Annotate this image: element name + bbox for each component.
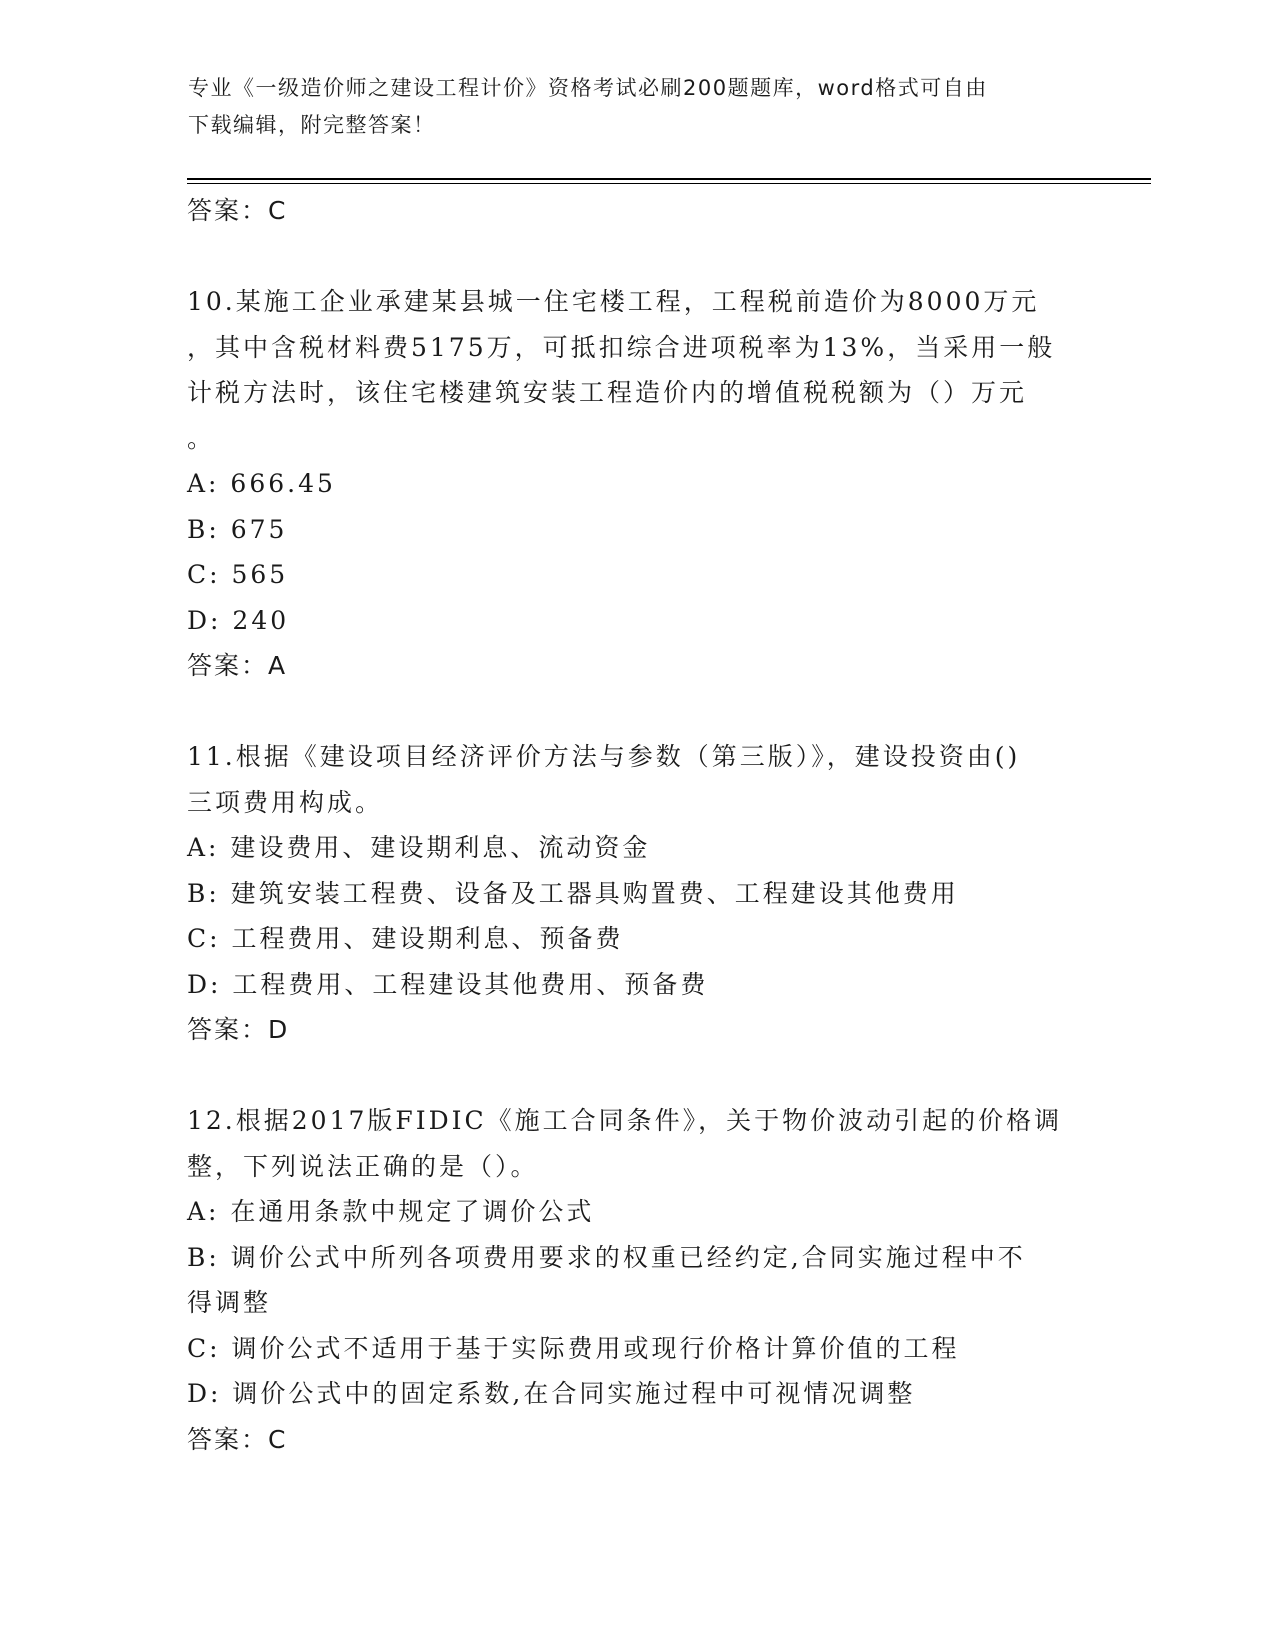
answer: 答案：A	[187, 651, 288, 680]
question-stem-line: 计税方法时，该住宅楼建筑安装工程造价内的增值税税额为（）万元	[187, 378, 1028, 407]
option-d: D: 工程费用、工程建设其他费用、预备费	[187, 969, 709, 999]
option-b: B: 建筑安装工程费、设备及工器具购置费、工程建设其他费用	[187, 878, 959, 908]
header-rule-thick	[187, 178, 1151, 180]
document-body	[187, 188, 1087, 1463]
option-b: B: 调价公式中所列各项费用要求的权重已经约定,合同实施过程中不	[187, 1242, 1026, 1272]
option-d: D: 调价公式中的固定系数,在合同实施过程中可视情况调整	[187, 1379, 916, 1408]
option-a: A: 666.45	[187, 469, 336, 498]
option-c: C: 565	[187, 560, 289, 589]
header-rule-thin	[187, 183, 1151, 184]
question-stem-line: 10.某施工企业承建某县城一住宅楼工程，工程税前造价为8000万元	[187, 287, 1040, 316]
header-line-2: 下载编辑，附完整答案！	[188, 113, 436, 137]
option-b-continued: 得调整	[187, 1288, 272, 1317]
option-a: A: 在通用条款中规定了调价公式	[187, 1197, 595, 1226]
page-header	[188, 70, 1068, 144]
option-c: C: 工程费用、建设期利息、预备费	[187, 924, 624, 953]
header-line-1: 专业《一级造价师之建设工程计价》资格考试必刷200题题库，word格式可自由	[188, 76, 988, 100]
question-stem-line: 。	[187, 423, 216, 453]
question-stem-line: ，其中含税材料费5175万，可抵扣综合进项税率为13%，当采用一般	[187, 332, 1056, 362]
question-stem-line: 三项费用构成。	[187, 787, 384, 817]
question-11	[187, 734, 1087, 1053]
option-a: A: 建设费用、建设期利息、流动资金	[187, 833, 651, 862]
question-10	[187, 279, 1087, 689]
previous-answer: 答案：C	[187, 196, 288, 225]
question-12	[187, 1098, 1087, 1463]
option-d: D: 240	[187, 605, 290, 635]
option-c: C: 调价公式不适用于基于实际费用或现行价格计算价值的工程	[187, 1333, 960, 1363]
answer: 答案：D	[187, 1015, 290, 1044]
question-stem-line: 12.根据2017版FIDIC《施工合同条件》，关于物价波动引起的价格调	[187, 1106, 1063, 1135]
question-stem-line: 整，下列说法正确的是（）。	[187, 1151, 539, 1181]
answer: 答案：C	[187, 1424, 288, 1454]
question-stem-line: 11.根据《建设项目经济评价方法与参数（第三版）》，建设投资由()	[187, 742, 1021, 771]
option-b: B: 675	[187, 514, 288, 544]
